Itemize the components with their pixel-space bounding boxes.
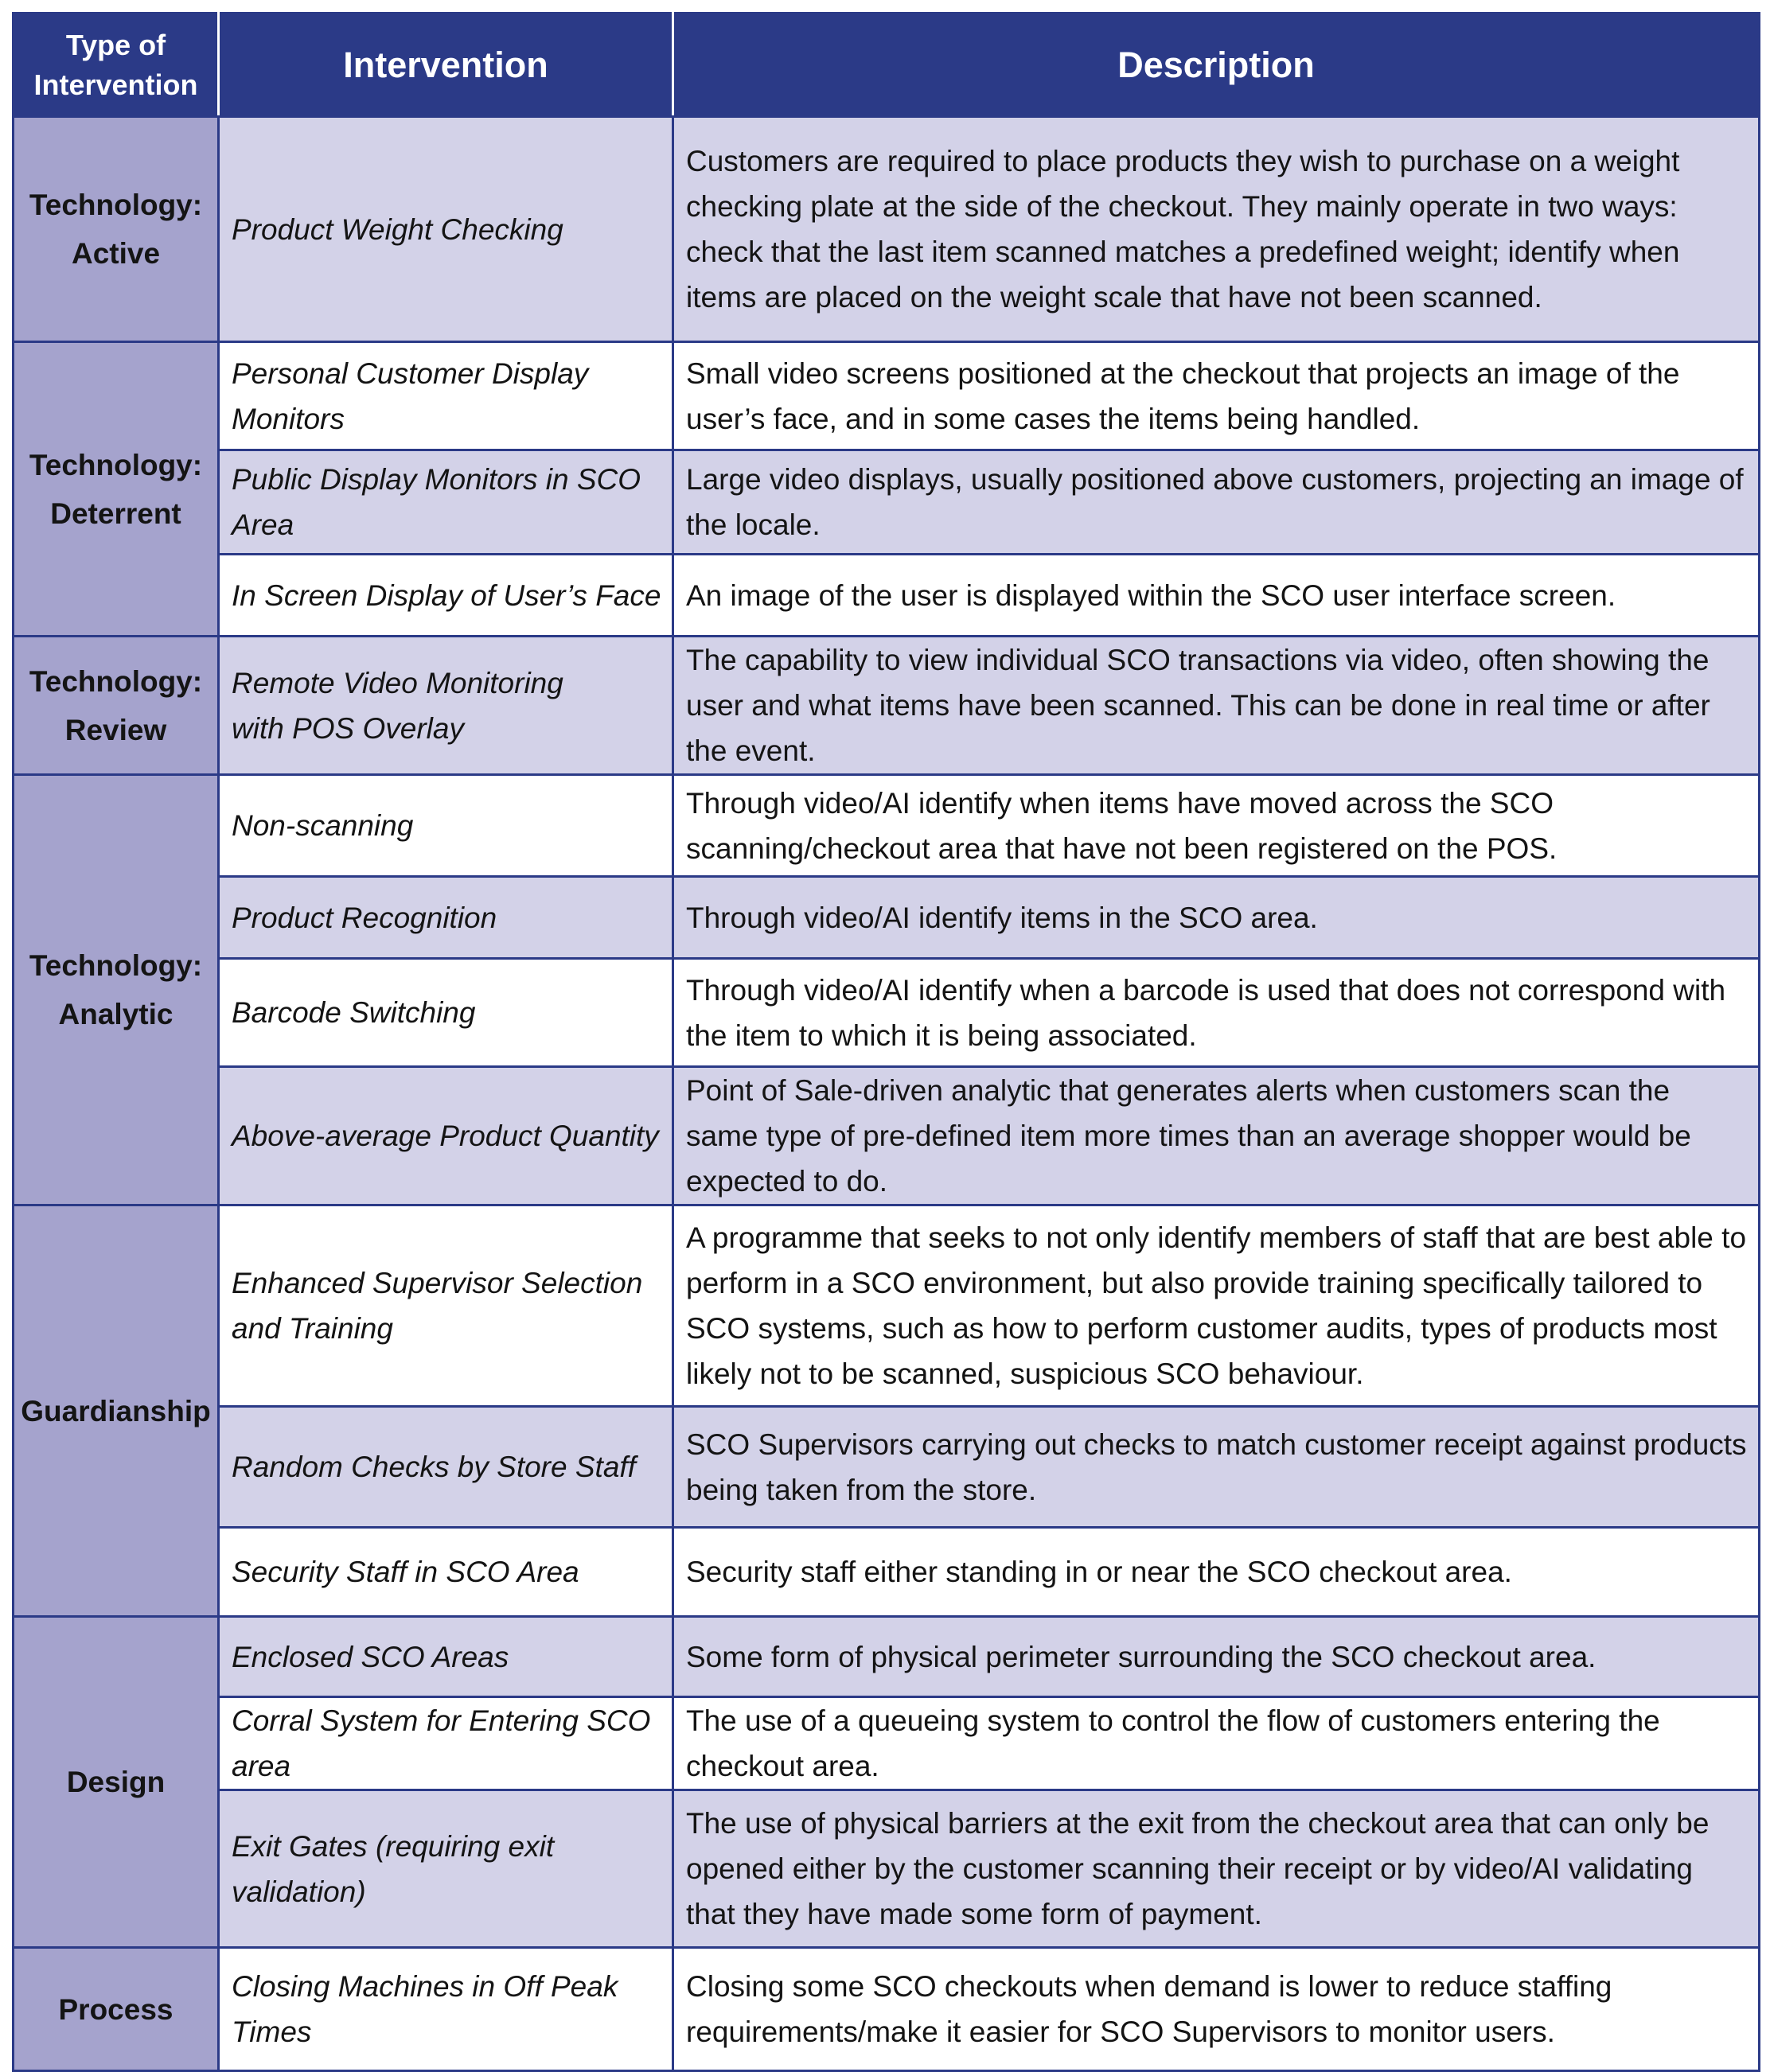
intervention-cell bbox=[219, 1067, 673, 1205]
type-cell bbox=[14, 117, 219, 342]
table-body bbox=[14, 117, 1760, 2071]
intervention-line1: Barcode Switching bbox=[232, 996, 476, 1029]
intervention-line1: Product Weight Checking bbox=[232, 212, 563, 246]
intervention-line2: with POS Overlay bbox=[232, 711, 464, 745]
intervention-cell bbox=[219, 1528, 673, 1617]
intervention-line1: Random Checks by Store Staff bbox=[232, 1451, 636, 1483]
intervention-cell bbox=[219, 775, 673, 877]
table-row bbox=[14, 959, 1760, 1067]
description-cell: Customers are required to place products they wish to purchase on a weight checking plate at the side of the checkout. They mainly operate in two ways: check that the last item scanned matches a predefined weight; identify when items are placed on the weight scale that have not been scanned. bbox=[673, 117, 1760, 342]
intervention-cell bbox=[219, 1617, 673, 1697]
description-cell: Through video/AI identify when items have moved across the SCO scanning/checkout area that have not been registered on the POS. bbox=[673, 775, 1760, 877]
intervention-line1: Non-scanning bbox=[232, 809, 414, 842]
type-label-line1: Technology: bbox=[29, 664, 203, 698]
intervention-line1: Above-average Product Quantity bbox=[232, 1120, 659, 1152]
header-type-line1: Type of bbox=[65, 28, 166, 61]
header-type-of-intervention bbox=[14, 14, 219, 117]
description-cell: Security staff either standing in or near the SCO checkout area. bbox=[673, 1528, 1760, 1617]
intervention-cell bbox=[219, 1697, 673, 1790]
intervention-cell bbox=[219, 1205, 673, 1407]
description-cell: Some form of physical perimeter surrounding the SCO checkout area. bbox=[673, 1617, 1760, 1697]
type-cell bbox=[14, 1205, 219, 1617]
description-cell: Small video screens positioned at the checkout that projects an image of the user’s face, and in some cases the items being handled. bbox=[673, 342, 1760, 450]
type-label-line1: Technology: bbox=[29, 189, 203, 221]
intervention-cell bbox=[219, 959, 673, 1067]
intervention-cell bbox=[219, 1948, 673, 2071]
intervention-cell bbox=[219, 117, 673, 342]
type-cell bbox=[14, 637, 219, 775]
type-cell bbox=[14, 1948, 219, 2071]
table-row bbox=[14, 1205, 1760, 1407]
table-row bbox=[14, 1948, 1760, 2071]
description-cell: The capability to view individual SCO transactions via video, often showing the user and what items have been scanned. This can be done in real time or after the event. bbox=[673, 637, 1760, 775]
intervention-line1: Personal Customer Display Monitors bbox=[232, 356, 589, 435]
type-label-line2: Deterrent bbox=[50, 497, 181, 530]
intervention-line1: Enhanced Supervisor Selection bbox=[232, 1267, 643, 1299]
header-row bbox=[14, 14, 1760, 117]
intervention-cell bbox=[219, 1790, 673, 1948]
type-cell bbox=[14, 775, 219, 1205]
intervention-line1: Enclosed SCO Areas bbox=[232, 1640, 509, 1673]
header-type-line2: Intervention bbox=[33, 68, 198, 101]
type-label-line1: Design bbox=[66, 1766, 166, 1798]
description-cell: Through video/AI identify items in the SCO area. bbox=[673, 877, 1760, 959]
description-cell: SCO Supervisors carrying out checks to match customer receipt against products being taken from the store. bbox=[673, 1407, 1760, 1528]
type-cell bbox=[14, 1617, 219, 1948]
type-label-line2: Review bbox=[64, 713, 167, 746]
description-cell: The use of a queueing system to control the flow of customers entering the checkout area. bbox=[673, 1697, 1760, 1790]
table-row bbox=[14, 637, 1760, 775]
intervention-line1: Closing Machines in Off Peak Times bbox=[232, 1970, 618, 2048]
table-row bbox=[14, 1528, 1760, 1617]
description-cell: An image of the user is displayed within the SCO user interface screen. bbox=[673, 555, 1760, 637]
table-row bbox=[14, 1617, 1760, 1697]
table-row bbox=[14, 342, 1760, 450]
header-description: Description bbox=[673, 14, 1760, 117]
table-row bbox=[14, 877, 1760, 959]
intervention-line2: and Training bbox=[232, 1312, 393, 1345]
description-cell: The use of physical barriers at the exit from the checkout area that can only be opened either by the customer scanning their receipt or by video/AI validating that they have made some form of payment. bbox=[673, 1790, 1760, 1948]
table-row bbox=[14, 1407, 1760, 1528]
table-row bbox=[14, 775, 1760, 877]
type-cell bbox=[14, 342, 219, 637]
description-cell: Through video/AI identify when a barcode is used that does not correspond with the item to which it is being associated. bbox=[673, 959, 1760, 1067]
type-label-line1: Technology: bbox=[29, 448, 203, 481]
interventions-table bbox=[12, 12, 1760, 2072]
description-cell: A programme that seeks to not only identify members of staff that are best able to perform in a SCO environment, but also provide training specifically tailored to SCO systems, such as how to perform customer audits, types of products most likely not to be scanned, suspicious SCO behaviour. bbox=[673, 1205, 1760, 1407]
intervention-cell bbox=[219, 342, 673, 450]
intervention-cell bbox=[219, 877, 673, 959]
intervention-line1: Public Display Monitors in SCO Area bbox=[232, 463, 641, 541]
intervention-line1: Exit Gates (requiring exit validation) bbox=[232, 1829, 555, 1908]
intervention-line1: In Screen Display of User’s Face bbox=[232, 578, 661, 612]
intervention-line1: Corral System for Entering SCO area bbox=[232, 1704, 651, 1782]
intervention-cell bbox=[219, 1407, 673, 1528]
intervention-cell bbox=[219, 637, 673, 775]
intervention-cell bbox=[219, 450, 673, 555]
intervention-line1: Security Staff in SCO Area bbox=[232, 1556, 579, 1588]
table-row bbox=[14, 1790, 1760, 1948]
type-label-line2: Analytic bbox=[58, 998, 173, 1030]
table-row bbox=[14, 555, 1760, 637]
intervention-cell bbox=[219, 555, 673, 637]
header-intervention: Intervention bbox=[219, 14, 673, 117]
description-cell: Large video displays, usually positioned above customers, projecting an image of the locale. bbox=[673, 450, 1760, 555]
intervention-line1: Product Recognition bbox=[232, 901, 497, 934]
description-cell: Closing some SCO checkouts when demand is lower to reduce staffing requirements/make it easier for SCO Supervisors to monitor users. bbox=[673, 1948, 1760, 2071]
type-label-line1: Process bbox=[58, 1992, 173, 2026]
type-label-line2: Active bbox=[71, 237, 161, 270]
intervention-line1: Remote Video Monitoring bbox=[232, 666, 563, 699]
table-row bbox=[14, 117, 1760, 342]
description-cell: Point of Sale-driven analytic that generates alerts when customers scan the same type of pre-defined item more times than an average shopper would be expected to do. bbox=[673, 1067, 1760, 1205]
type-label-line1: Technology: bbox=[29, 949, 203, 982]
type-label-line1: Guardianship bbox=[21, 1394, 211, 1427]
table-row bbox=[14, 1067, 1760, 1205]
table-row bbox=[14, 450, 1760, 555]
table-row bbox=[14, 1697, 1760, 1790]
